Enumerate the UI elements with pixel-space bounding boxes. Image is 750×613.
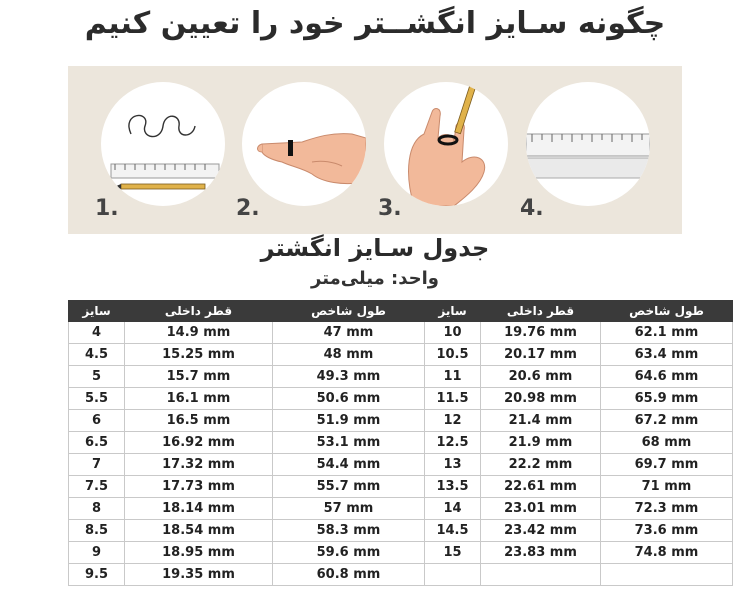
page-title: چگونه سـایز انگشــتر خود را تعیین کنیم <box>84 6 666 41</box>
string-wrapped-finger-icon <box>242 82 366 206</box>
table-row <box>69 388 733 410</box>
length-cell: 47 mm <box>273 322 425 344</box>
diameter-cell: 19.35 mm <box>125 564 273 586</box>
header-diameter: قطر داخلی <box>125 301 273 322</box>
size-cell: 4.5 <box>69 344 125 366</box>
table-row <box>69 322 733 344</box>
string-and-ruler-icon <box>101 82 225 206</box>
diameter-cell: 21.9 mm <box>481 432 601 454</box>
size-cell: 8.5 <box>69 520 125 542</box>
length-cell: 74.8 mm <box>601 542 733 564</box>
size-cell: 5 <box>69 366 125 388</box>
size-cell: 12 <box>425 410 481 432</box>
diameter-cell: 16.92 mm <box>125 432 273 454</box>
table-row <box>69 366 733 388</box>
diameter-cell: 22.61 mm <box>481 476 601 498</box>
length-cell: 69.7 mm <box>601 454 733 476</box>
measure-on-ruler-icon <box>526 82 650 206</box>
size-cell: 8 <box>69 498 125 520</box>
size-cell: 10 <box>425 322 481 344</box>
step-1-illustration <box>101 82 225 206</box>
length-cell: 54.4 mm <box>273 454 425 476</box>
step-3-illustration <box>384 82 508 206</box>
step-4-illustration <box>526 82 650 206</box>
size-cell <box>425 564 481 586</box>
size-cell: 7.5 <box>69 476 125 498</box>
size-cell: 12.5 <box>425 432 481 454</box>
size-cell: 7 <box>69 454 125 476</box>
table-row <box>69 542 733 564</box>
length-cell: 73.6 mm <box>601 520 733 542</box>
diameter-cell: 20.17 mm <box>481 344 601 366</box>
size-cell: 10.5 <box>425 344 481 366</box>
size-cell: 14.5 <box>425 520 481 542</box>
diameter-cell: 18.95 mm <box>125 542 273 564</box>
step-1-number: 1. <box>95 196 119 221</box>
size-cell: 6 <box>69 410 125 432</box>
length-cell: 48 mm <box>273 344 425 366</box>
length-cell: 60.8 mm <box>273 564 425 586</box>
length-cell: 71 mm <box>601 476 733 498</box>
size-cell: 14 <box>425 498 481 520</box>
header-length: طول شاخص <box>601 301 733 322</box>
diameter-cell: 15.7 mm <box>125 366 273 388</box>
table-row <box>69 498 733 520</box>
header-length: طول شاخص <box>273 301 425 322</box>
length-cell: 59.6 mm <box>273 542 425 564</box>
size-cell: 9.5 <box>69 564 125 586</box>
length-cell: 68 mm <box>601 432 733 454</box>
ring-size-table <box>68 300 733 586</box>
diameter-cell: 20.98 mm <box>481 388 601 410</box>
table-row <box>69 564 733 586</box>
step-3-number: 3. <box>378 196 402 221</box>
length-cell <box>601 564 733 586</box>
step-2-illustration <box>242 82 366 206</box>
table-row <box>69 344 733 366</box>
header-size: سایز <box>425 301 481 322</box>
length-cell: 50.6 mm <box>273 388 425 410</box>
table-row <box>69 454 733 476</box>
size-cell: 4 <box>69 322 125 344</box>
diameter-cell: 16.5 mm <box>125 410 273 432</box>
size-cell: 11 <box>425 366 481 388</box>
header-diameter: قطر داخلی <box>481 301 601 322</box>
diameter-cell: 15.25 mm <box>125 344 273 366</box>
length-cell: 63.4 mm <box>601 344 733 366</box>
length-cell: 65.9 mm <box>601 388 733 410</box>
instruction-panel <box>68 66 682 234</box>
diameter-cell <box>481 564 601 586</box>
diameter-cell: 23.01 mm <box>481 498 601 520</box>
length-cell: 67.2 mm <box>601 410 733 432</box>
unit-label: واحد: میلی‌متر <box>311 268 439 289</box>
size-cell: 15 <box>425 542 481 564</box>
diameter-cell: 17.32 mm <box>125 454 273 476</box>
size-cell: 13.5 <box>425 476 481 498</box>
length-cell: 72.3 mm <box>601 498 733 520</box>
length-cell: 62.1 mm <box>601 322 733 344</box>
diameter-cell: 20.6 mm <box>481 366 601 388</box>
diameter-cell: 18.54 mm <box>125 520 273 542</box>
table-row <box>69 476 733 498</box>
length-cell: 51.9 mm <box>273 410 425 432</box>
step-2-number: 2. <box>236 196 260 221</box>
length-cell: 49.3 mm <box>273 366 425 388</box>
table-title: جدول سـایز انگشتر <box>260 234 490 262</box>
length-cell: 57 mm <box>273 498 425 520</box>
diameter-cell: 14.9 mm <box>125 322 273 344</box>
header-size: سایز <box>69 301 125 322</box>
size-cell: 6.5 <box>69 432 125 454</box>
diameter-cell: 23.83 mm <box>481 542 601 564</box>
size-cell: 5.5 <box>69 388 125 410</box>
diameter-cell: 22.2 mm <box>481 454 601 476</box>
mark-string-pen-icon <box>384 82 508 206</box>
table-row <box>69 520 733 542</box>
length-cell: 58.3 mm <box>273 520 425 542</box>
diameter-cell: 18.14 mm <box>125 498 273 520</box>
length-cell: 53.1 mm <box>273 432 425 454</box>
diameter-cell: 21.4 mm <box>481 410 601 432</box>
table-row <box>69 410 733 432</box>
table-row <box>69 432 733 454</box>
diameter-cell: 19.76 mm <box>481 322 601 344</box>
diameter-cell: 16.1 mm <box>125 388 273 410</box>
size-cell: 11.5 <box>425 388 481 410</box>
size-cell: 9 <box>69 542 125 564</box>
length-cell: 64.6 mm <box>601 366 733 388</box>
diameter-cell: 23.42 mm <box>481 520 601 542</box>
length-cell: 55.7 mm <box>273 476 425 498</box>
diameter-cell: 17.73 mm <box>125 476 273 498</box>
table-header-row <box>69 301 733 322</box>
size-cell: 13 <box>425 454 481 476</box>
step-4-number: 4. <box>520 196 544 221</box>
